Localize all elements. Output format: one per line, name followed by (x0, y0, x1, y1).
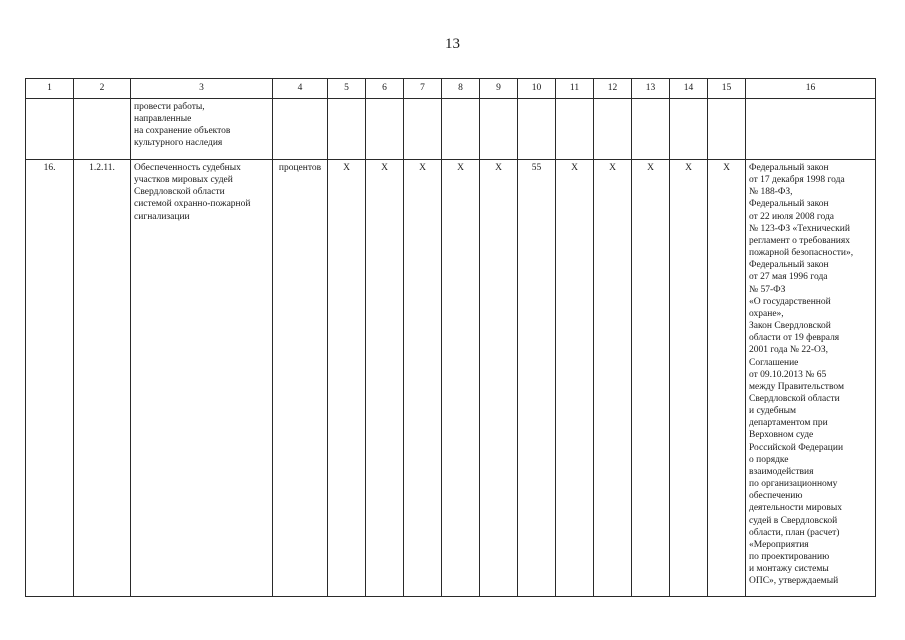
table-header-row (26, 79, 876, 99)
empty-cell (556, 99, 594, 160)
empty-cell (442, 99, 480, 160)
year-value-cell: Х (442, 160, 480, 597)
row-number-cell: 16. (26, 160, 74, 597)
column-number-cell: 13 (632, 79, 670, 99)
year-value-cell: 55 (518, 160, 556, 597)
column-number-cell: 11 (556, 79, 594, 99)
empty-cell (366, 99, 404, 160)
column-number-cell: 16 (746, 79, 876, 99)
indicator-name-cell: Обеспеченность судебных участков мировых судей Свердловской области системой охранно-пожарной сигнализации (131, 160, 273, 597)
column-number-cell: 9 (480, 79, 518, 99)
year-value-cell: Х (556, 160, 594, 597)
page-number: 13 (445, 36, 460, 52)
year-value-cell: Х (480, 160, 518, 597)
empty-cell (518, 99, 556, 160)
column-number-cell: 15 (708, 79, 746, 99)
empty-cell (632, 99, 670, 160)
table-row-16 (26, 160, 876, 597)
empty-cell (74, 99, 131, 160)
column-number-cell: 8 (442, 79, 480, 99)
column-number-cell: 7 (404, 79, 442, 99)
column-number-cell: 5 (328, 79, 366, 99)
year-value-cell: Х (328, 160, 366, 597)
indicator-code-cell: 1.2.11. (74, 160, 131, 597)
column-number-cell: 14 (670, 79, 708, 99)
year-value-cell: Х (594, 160, 632, 597)
year-value-cell: Х (404, 160, 442, 597)
empty-cell (328, 99, 366, 160)
empty-cell (273, 99, 328, 160)
empty-cell (708, 99, 746, 160)
column-number-cell: 4 (273, 79, 328, 99)
year-value-cell: Х (366, 160, 404, 597)
empty-cell (404, 99, 442, 160)
column-number-cell: 6 (366, 79, 404, 99)
goal-text-cell: провести работы, направленные на сохранение объектов культурного наследия (131, 99, 273, 160)
column-number-cell: 2 (74, 79, 131, 99)
table-row-continuation (26, 99, 876, 160)
year-value-cell: Х (708, 160, 746, 597)
column-number-cell: 3 (131, 79, 273, 99)
program-indicators-table (25, 78, 876, 597)
empty-cell (26, 99, 74, 160)
empty-cell (594, 99, 632, 160)
empty-cell (480, 99, 518, 160)
column-number-cell: 10 (518, 79, 556, 99)
year-value-cell: Х (632, 160, 670, 597)
year-value-cell: Х (670, 160, 708, 597)
column-number-cell: 1 (26, 79, 74, 99)
column-number-cell: 12 (594, 79, 632, 99)
empty-cell (670, 99, 708, 160)
legal-source-cell: Федеральный закон от 17 декабря 1998 года № 188-ФЗ, Федеральный закон от 22 июля 2008 года № 123-ФЗ «Технический регламент о требованиях пожарной безопасности», Федеральный закон от 27 мая 1996 года № 57-ФЗ «О государственной охране», Закон Свердловской области от 19 февраля 2001 года № 22-ОЗ, Соглашение от 09.10.2013 № 65 между Правительством Свердловской области и судебным департаментом при Верховном суде Российской Федерации о порядке взаимодействия по организационному обеспечению деятельности мировых судей в Свердловской области, план (расчет) «Мероприятия по проектированию и монтажу системы ОПС», утверждаемый (746, 160, 876, 597)
unit-cell: процентов (273, 160, 328, 597)
empty-cell (746, 99, 876, 160)
